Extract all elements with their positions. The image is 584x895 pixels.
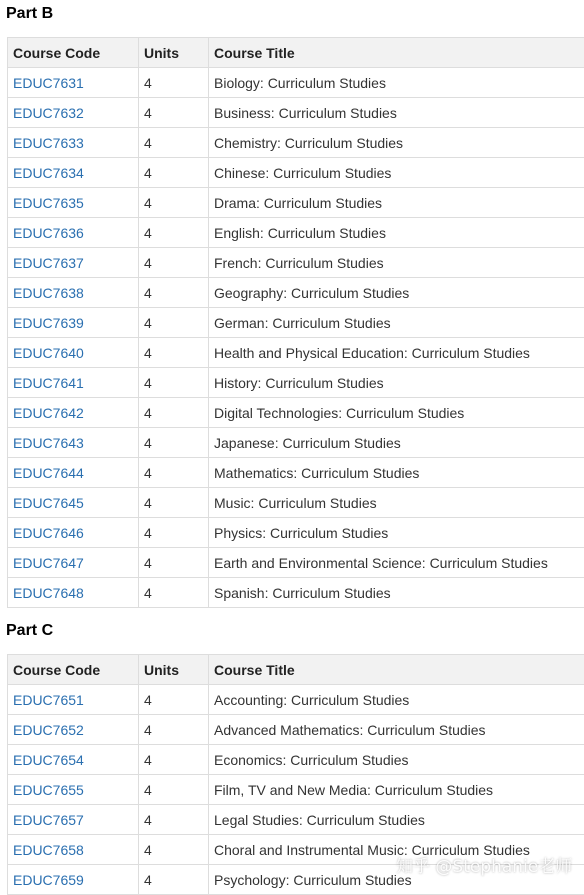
course-code-cell	[8, 338, 139, 368]
units-cell: 4	[139, 745, 209, 775]
part-b-rows	[8, 68, 584, 608]
course-code-cell	[8, 428, 139, 458]
units-cell: 4	[139, 218, 209, 248]
part-b-heading: Part B	[6, 5, 53, 23]
column-header-course-title: Course Title	[209, 38, 584, 68]
course-title-cell: English: Curriculum Studies	[209, 218, 584, 248]
course-code-link[interactable]: EDUC7634	[13, 165, 84, 181]
course-code-cell	[8, 158, 139, 188]
course-code-cell	[8, 188, 139, 218]
units-cell: 4	[139, 805, 209, 835]
table-row	[8, 218, 584, 248]
course-title-cell: Physics: Curriculum Studies	[209, 518, 584, 548]
column-header-course-title: Course Title	[209, 655, 584, 685]
course-title-cell: Spanish: Curriculum Studies	[209, 578, 584, 608]
course-code-link[interactable]: EDUC7644	[13, 465, 84, 481]
units-cell: 4	[139, 278, 209, 308]
table-row	[8, 458, 584, 488]
course-title-cell: Chemistry: Curriculum Studies	[209, 128, 584, 158]
course-code-cell	[8, 685, 139, 715]
units-cell: 4	[139, 428, 209, 458]
table-row	[8, 68, 584, 98]
course-title-cell: French: Curriculum Studies	[209, 248, 584, 278]
units-cell: 4	[139, 338, 209, 368]
course-title-cell: Economics: Curriculum Studies	[209, 745, 584, 775]
course-code-link[interactable]: EDUC7658	[13, 842, 84, 858]
column-header-course-code: Course Code	[8, 38, 139, 68]
course-title-cell: Japanese: Curriculum Studies	[209, 428, 584, 458]
course-code-link[interactable]: EDUC7647	[13, 555, 84, 571]
course-code-cell	[8, 278, 139, 308]
course-code-cell	[8, 98, 139, 128]
table-row	[8, 775, 584, 805]
course-code-link[interactable]: EDUC7657	[13, 812, 84, 828]
table-row	[8, 128, 584, 158]
course-title-cell: Music: Curriculum Studies	[209, 488, 584, 518]
course-code-link[interactable]: EDUC7659	[13, 872, 84, 888]
units-cell: 4	[139, 518, 209, 548]
course-code-cell	[8, 488, 139, 518]
course-title-cell: German: Curriculum Studies	[209, 308, 584, 338]
course-title-cell: Geography: Curriculum Studies	[209, 278, 584, 308]
course-code-link[interactable]: EDUC7636	[13, 225, 84, 241]
table-row	[8, 428, 584, 458]
course-title-cell: Legal Studies: Curriculum Studies	[209, 805, 584, 835]
course-code-link[interactable]: EDUC7651	[13, 692, 84, 708]
course-code-cell	[8, 218, 139, 248]
course-code-cell	[8, 835, 139, 865]
course-code-link[interactable]: EDUC7642	[13, 405, 84, 421]
units-cell: 4	[139, 98, 209, 128]
table-row	[8, 578, 584, 608]
table-row	[8, 368, 584, 398]
units-cell: 4	[139, 865, 209, 895]
course-code-cell	[8, 128, 139, 158]
course-code-link[interactable]: EDUC7632	[13, 105, 84, 121]
table-row	[8, 188, 584, 218]
units-cell: 4	[139, 715, 209, 745]
part-c-heading: Part C	[6, 622, 53, 640]
course-code-cell	[8, 518, 139, 548]
table-header-row	[8, 38, 584, 68]
units-cell: 4	[139, 835, 209, 865]
table-row	[8, 308, 584, 338]
units-cell: 4	[139, 248, 209, 278]
table-header-row	[8, 655, 584, 685]
table-row	[8, 278, 584, 308]
course-title-cell: Chinese: Curriculum Studies	[209, 158, 584, 188]
course-code-cell	[8, 805, 139, 835]
course-code-cell	[8, 398, 139, 428]
course-title-cell: Accounting: Curriculum Studies	[209, 685, 584, 715]
course-code-link[interactable]: EDUC7635	[13, 195, 84, 211]
course-code-link[interactable]: EDUC7638	[13, 285, 84, 301]
course-title-cell: Psychology: Curriculum Studies	[209, 865, 584, 895]
units-cell: 4	[139, 488, 209, 518]
units-cell: 4	[139, 548, 209, 578]
course-code-link[interactable]: EDUC7640	[13, 345, 84, 361]
course-title-cell: Biology: Curriculum Studies	[209, 68, 584, 98]
course-code-cell	[8, 308, 139, 338]
course-code-cell	[8, 775, 139, 805]
course-code-link[interactable]: EDUC7654	[13, 752, 84, 768]
course-title-cell: Earth and Environmental Science: Curriculum Studies	[209, 548, 584, 578]
course-code-cell	[8, 368, 139, 398]
course-code-link[interactable]: EDUC7648	[13, 585, 84, 601]
course-code-cell	[8, 715, 139, 745]
course-code-link[interactable]: EDUC7643	[13, 435, 84, 451]
course-code-cell	[8, 865, 139, 895]
table-row	[8, 398, 584, 428]
units-cell: 4	[139, 128, 209, 158]
course-title-cell: Digital Technologies: Curriculum Studies	[209, 398, 584, 428]
part-b-course-table	[7, 37, 584, 608]
units-cell: 4	[139, 188, 209, 218]
watermark-text: 知乎 @Stephanie老师	[396, 852, 572, 877]
course-code-link[interactable]: EDUC7652	[13, 722, 84, 738]
course-code-link[interactable]: EDUC7655	[13, 782, 84, 798]
table-row	[8, 518, 584, 548]
course-title-cell: Drama: Curriculum Studies	[209, 188, 584, 218]
column-header-units: Units	[139, 38, 209, 68]
course-title-cell: Film, TV and New Media: Curriculum Studies	[209, 775, 584, 805]
course-code-link[interactable]: EDUC7641	[13, 375, 84, 391]
course-code-cell	[8, 578, 139, 608]
table-row	[8, 548, 584, 578]
table-row	[8, 715, 584, 745]
course-title-cell: Advanced Mathematics: Curriculum Studies	[209, 715, 584, 745]
course-code-link[interactable]: EDUC7637	[13, 255, 84, 271]
course-code-link[interactable]: EDUC7631	[13, 75, 84, 91]
units-cell: 4	[139, 775, 209, 805]
table-row	[8, 685, 584, 715]
course-code-cell	[8, 68, 139, 98]
course-code-cell	[8, 248, 139, 278]
units-cell: 4	[139, 308, 209, 338]
units-cell: 4	[139, 458, 209, 488]
table-row	[8, 488, 584, 518]
course-title-cell: Mathematics: Curriculum Studies	[209, 458, 584, 488]
course-title-cell: Health and Physical Education: Curriculum Studies	[209, 338, 584, 368]
course-code-link[interactable]: EDUC7646	[13, 525, 84, 541]
units-cell: 4	[139, 158, 209, 188]
units-cell: 4	[139, 398, 209, 428]
course-code-cell	[8, 458, 139, 488]
column-header-units: Units	[139, 655, 209, 685]
course-code-link[interactable]: EDUC7633	[13, 135, 84, 151]
column-header-course-code: Course Code	[8, 655, 139, 685]
course-code-cell	[8, 745, 139, 775]
course-code-link[interactable]: EDUC7639	[13, 315, 84, 331]
table-row	[8, 248, 584, 278]
course-code-link[interactable]: EDUC7645	[13, 495, 84, 511]
units-cell: 4	[139, 68, 209, 98]
units-cell: 4	[139, 578, 209, 608]
table-row	[8, 338, 584, 368]
table-row	[8, 158, 584, 188]
units-cell: 4	[139, 685, 209, 715]
table-row	[8, 805, 584, 835]
course-code-cell	[8, 548, 139, 578]
table-row	[8, 98, 584, 128]
units-cell: 4	[139, 368, 209, 398]
course-title-cell: Choral and Instrumental Music: Curriculum Studies	[209, 835, 584, 865]
course-title-cell: Business: Curriculum Studies	[209, 98, 584, 128]
course-title-cell: History: Curriculum Studies	[209, 368, 584, 398]
table-row	[8, 745, 584, 775]
